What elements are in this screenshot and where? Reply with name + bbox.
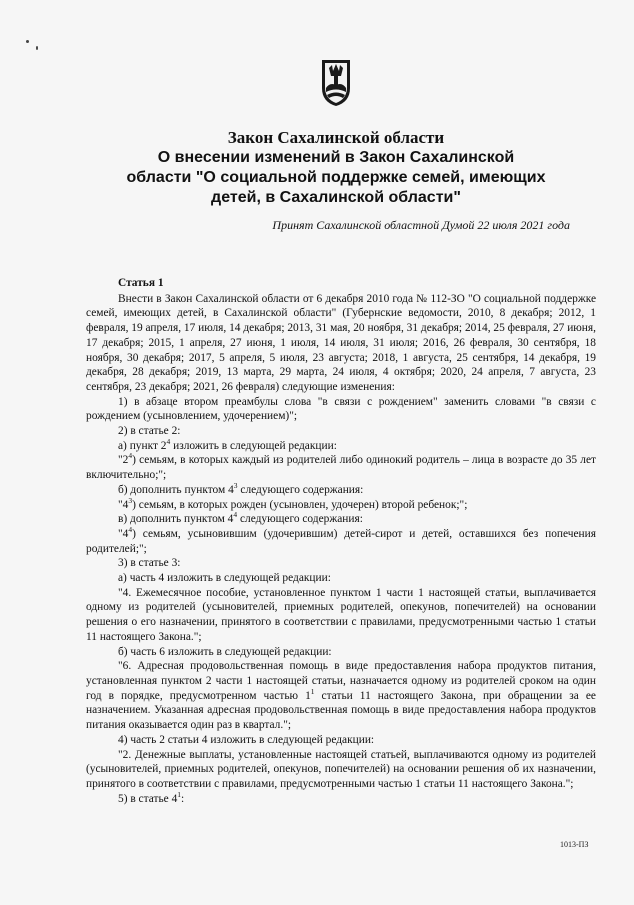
- amendment-item: 4) часть 2 статьи 4 изложить в следующей редакции:: [118, 733, 375, 746]
- amendment-quote: "$4^4$) семьям, усыновившим (удочерившим) детей-сирот и детей, оставшихся без попечения родителей;";: [86, 525, 596, 555]
- amendment-subitem: а) часть 4 изложить в следующей редакции:: [118, 572, 331, 585]
- scan-speck: [26, 40, 29, 43]
- amendment-subitem: б) дополнить пунктом $4^3$ следующего содержания:: [118, 481, 364, 496]
- amendment-item: 3) в статье 3:: [118, 557, 181, 570]
- amendment-quote: "$4^3$) семьям, в которых рожден (усыновлен, удочерен) второй ребенок;";: [118, 495, 468, 511]
- amendment-subitem: б) часть 6 изложить в следующей редакции:: [118, 645, 332, 658]
- law-subject-line: детей, в Сахалинской области": [211, 189, 461, 206]
- amendment-quote: "2. Денежные выплаты, установленные настоящей статьей, выплачиваются одному из родителей (усыновителей, приемных родителей, опекунов, попечителей) на основании решения об их назначении, принятого в соответствии с правилами, предусмотренными частью 1 статьи 11 настоящего Закона.";: [86, 748, 596, 790]
- law-title: Закон Сахалинской области: [227, 128, 445, 147]
- amendment-quote: "6. Адресная продовольственная помощь в виде предоставления набора продуктов питания, установленная пунктом 2 части 1 настоящей статьи, назначается одному из родителей сроком на один год в порядке, предусмотренном частью $1^1$ статьи 11 настоящего Закона, при обращении за ее назначением. Указанная адресная продовольственная помощь в виде предоставления набора продуктов питания оказывается один раз в квартал.";: [86, 660, 596, 732]
- scan-speck: [36, 46, 38, 50]
- sakhalin-coat-of-arms-icon: [316, 56, 356, 108]
- amendment-item: 2) в статье 2:: [118, 425, 181, 438]
- document-title: [80, 128, 592, 208]
- amendment-quote: "$2^4$) семьям, в которых каждый из родителей либо одинокий родитель – лица в возрасте до 35 лет включительно;";: [86, 451, 596, 482]
- amendment-subitem: в) дополнить пунктом $4^4$ следующего содержания:: [118, 510, 363, 526]
- amendment-subitem: а) пункт $2^4$ изложить в следующей редакции:: [118, 436, 337, 452]
- document-code: 1013-ПЗ: [560, 840, 589, 849]
- adoption-note: Принят Сахалинской областной Думой 22 июля 2021 года: [272, 218, 570, 232]
- document-body: [86, 276, 596, 806]
- article-heading: Статья 1: [118, 277, 164, 289]
- amendment-quote: "4. Ежемесячное пособие, установленное пунктом 1 части 1 настоящей статьи, выплачивается одному из родителей (усыновителей, приемных родителей, опекунов, попечителей) на основании решения о его назначении, принятого в соответствии с правилами, предусмотренными частью 1 статьи 11 настоящего Закона.";: [86, 586, 596, 643]
- amendment-item: 1) в абзаце втором преамбулы слова "в связи с рождением" заменить словами "в связи с рождением (усыновлением, удочерением)";: [86, 395, 596, 423]
- law-subject-line: О внесении изменений в Закон Сахалинской: [157, 149, 515, 166]
- amendment-item: 5) в статье $4^1$:: [118, 789, 185, 805]
- law-subject-line: области "О социальной поддержке семей, имеющих: [126, 169, 546, 186]
- article-intro: Внести в Закон Сахалинской области от 6 декабря 2010 года № 112-ЗО "О социальной поддержке семей, имеющих детей, в Сахалинской области" (Губернские ведомости, 2010, 8 декабря; 2012, 1 февраля, 19 апреля, 17 июля, 14 декабря; 2013, 31 мая, 20 ноября, 31 декабря; 2014, 25 февраля, 27 июня, 17 декабря; 2015, 1 апреля, 27 июня, 1 июля, 14 июля, 31 июля; 2016, 26 февраля, 30 сентября, 18 ноября, 30 декабря; 2017, 5 апреля, 5 июля, 23 августа; 2018, 1 августа, 25 сентября, 14 декабря, 19 декабря, 28 декабря; 2019, 13 марта, 29 марта, 24 июля, 4 октября; 2020, 24 апреля, 7 августа, 23 сентября, 23 декабря; 2021, 26 февраля) следующие изменения:: [86, 292, 596, 393]
